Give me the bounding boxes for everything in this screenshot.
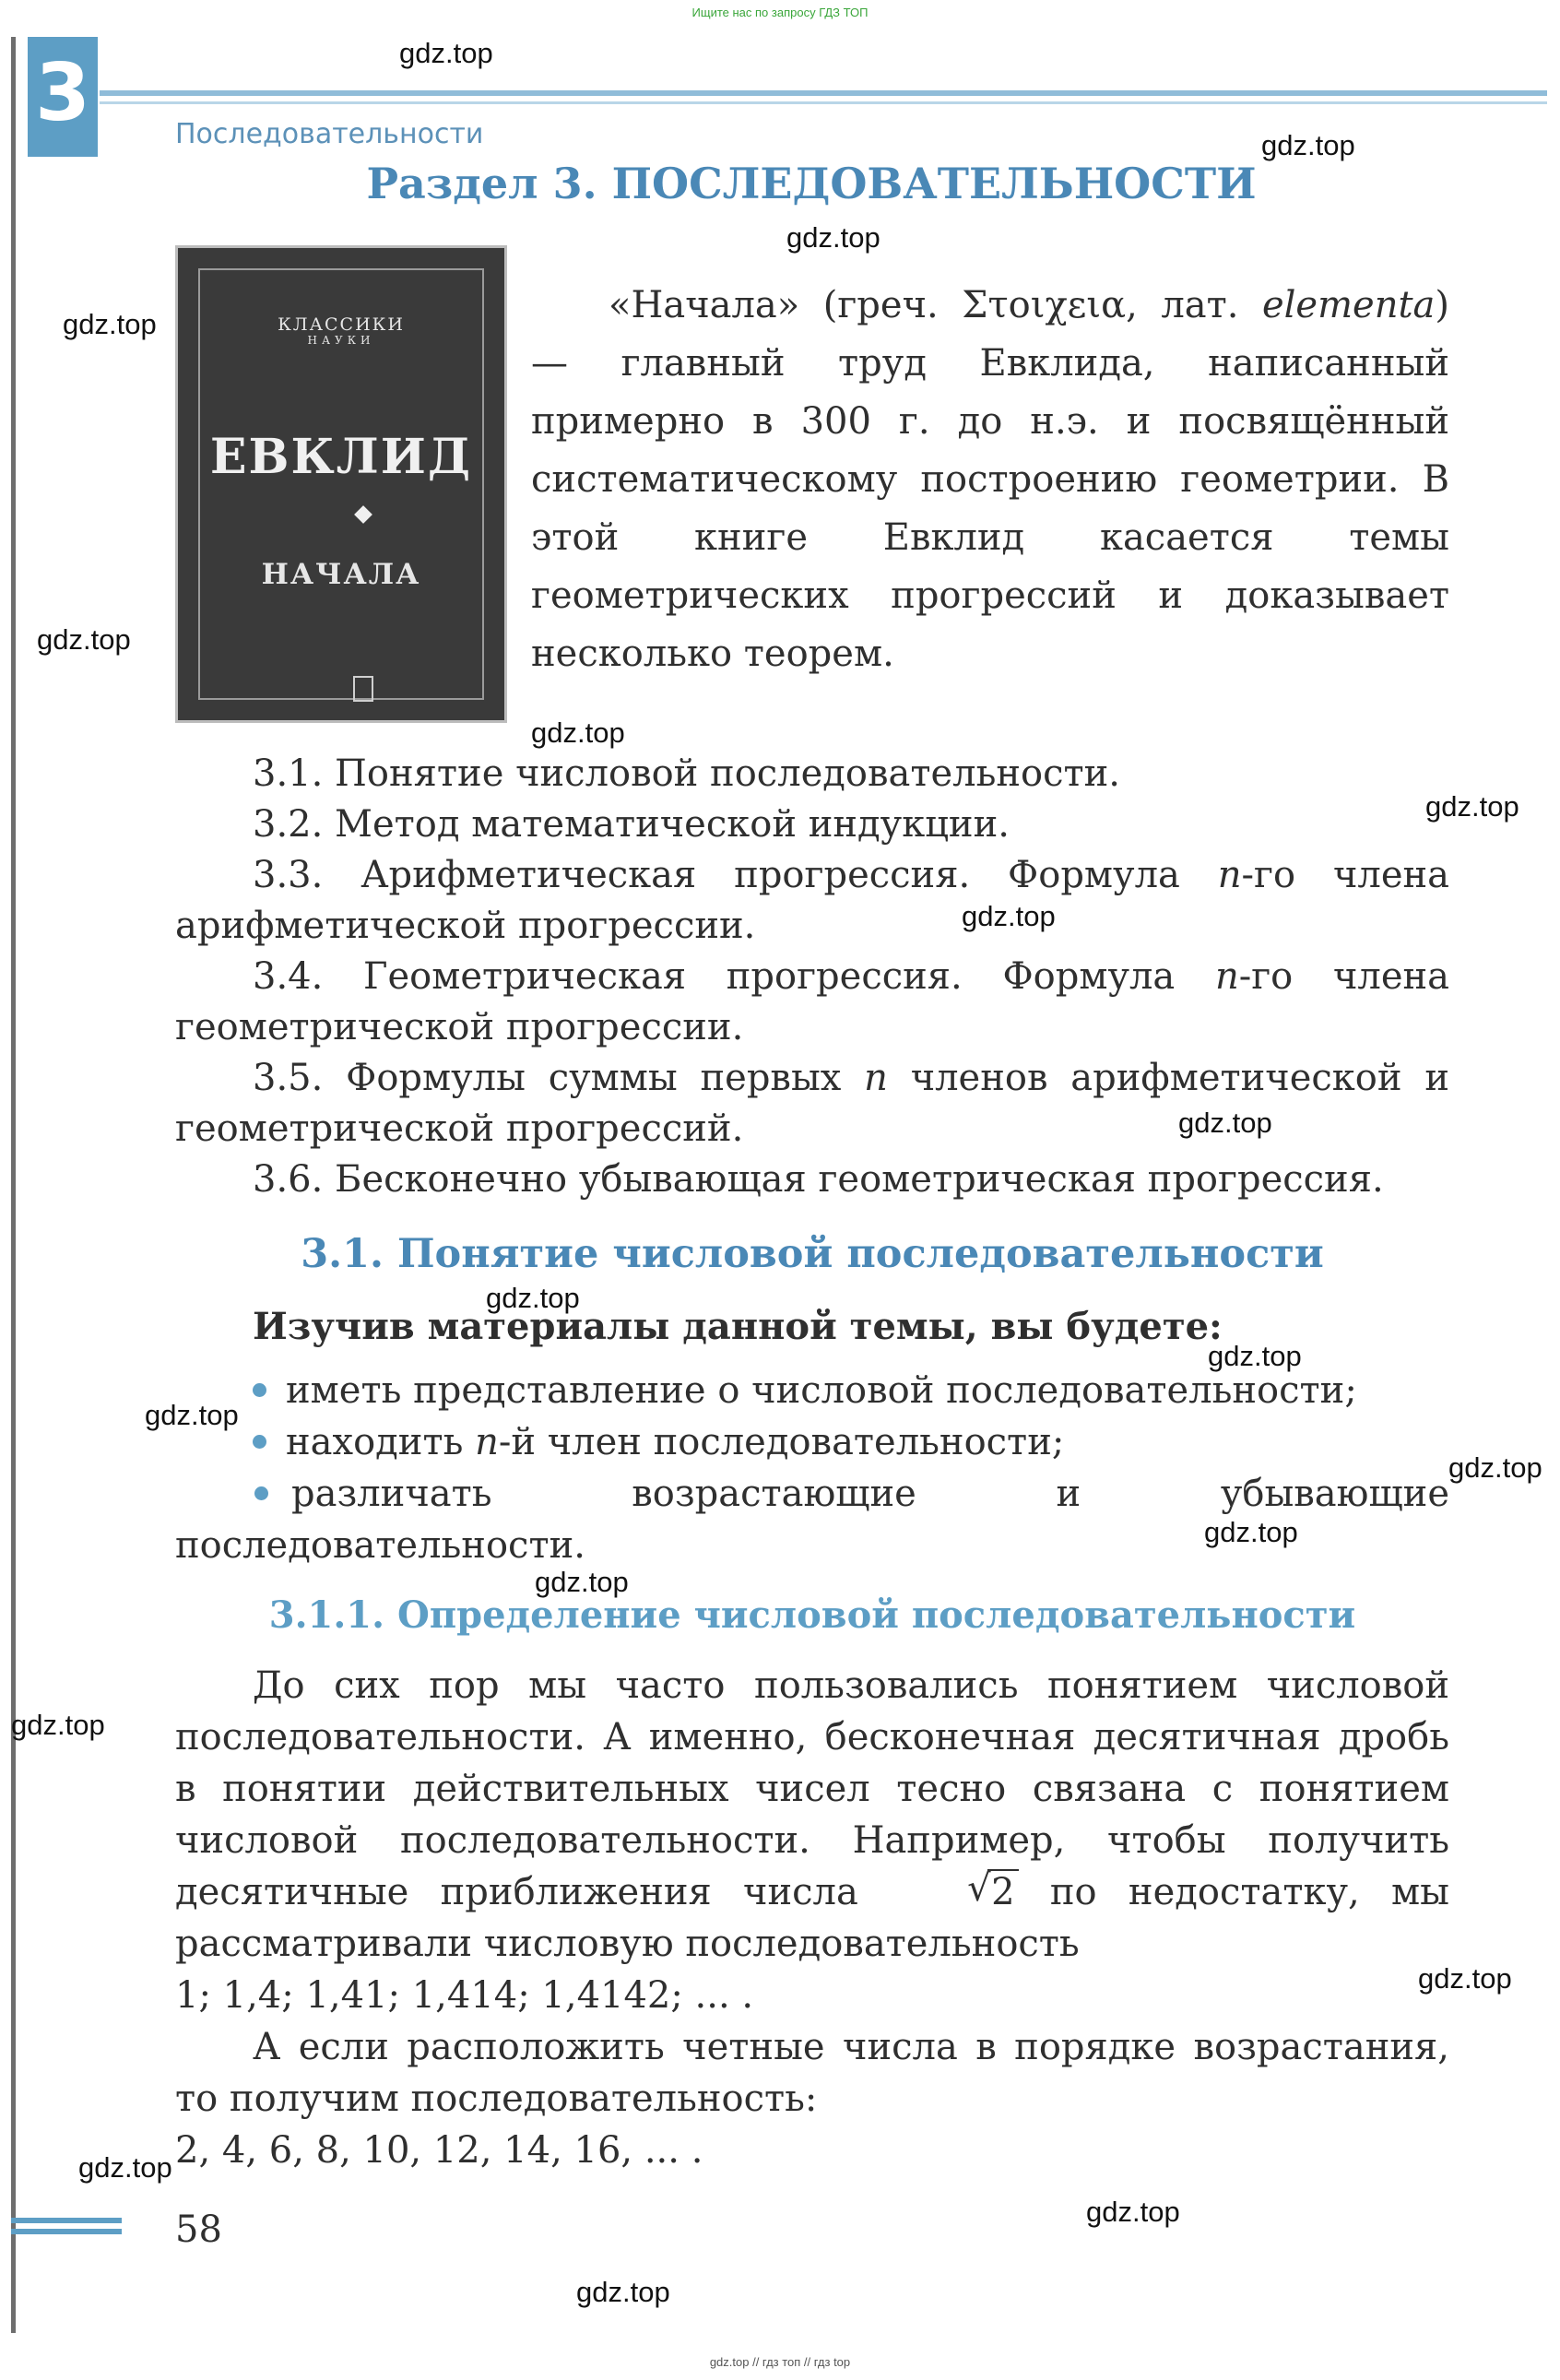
watermark-text: gdz.top	[486, 1282, 580, 1314]
watermark-text: gdz.top	[11, 1709, 105, 1741]
header-stripe-thin	[100, 101, 1547, 104]
watermark-text: gdz.top	[786, 221, 880, 254]
watermark-text: gdz.top	[1086, 2196, 1180, 2228]
watermark-text: gdz.top	[535, 1566, 629, 1598]
book-title: НАЧАЛА	[261, 558, 421, 591]
watermark-text: gdz.top	[399, 37, 493, 69]
watermark-text: gdz.top	[63, 308, 157, 340]
book-author: ЕВКЛИД	[209, 429, 473, 485]
subsection-title: 3.1. Понятие числовой последовательности	[301, 1231, 1324, 1277]
toc-item[interactable]: 3.2. Метод математической индукции.	[253, 803, 1010, 846]
book-cover-frame	[198, 268, 484, 700]
watermark-text: gdz.top	[1418, 1962, 1512, 1995]
body-paragraph-1: До сих пор мы часто пользовались понятием числовой последовательности. А именно, бесконечная десятичная дробь в понятии действительных чисел тесно связана с понятием числовой последовательности. Например, чтобы получить десятичные приближения числа √ 2 по недостатку, мы рассматривали числовую последовательность	[175, 1664, 1449, 1965]
list-item: иметь представление о числовой последовательности;	[175, 1365, 1449, 1416]
page-number-bars	[11, 2218, 122, 2240]
bullet-icon	[254, 1486, 268, 1500]
list-item: находить n-й член последовательности;	[175, 1416, 1449, 1468]
book-series-line1: КЛАССИКИ	[278, 314, 405, 335]
toc-item[interactable]: 3.6. Бесконечно убывающая геометрическая прогрессия.	[253, 1158, 1384, 1201]
header-stripe	[100, 90, 1547, 96]
body-text	[175, 1660, 1449, 2176]
toc-item[interactable]: 3.4. Геометрическая прогрессия. Формула n-го члена геометрической прогрессии.	[175, 955, 1449, 1048]
publisher-emblem-icon	[353, 676, 373, 702]
diamond-ornament-icon	[354, 505, 372, 524]
sqrt-expression: √ 2	[890, 1866, 1018, 1918]
watermark-text: gdz.top	[1448, 1451, 1542, 1484]
toc-item[interactable]: 3.5. Формулы суммы первых n членов арифметической и геометрической прогрессий.	[175, 1057, 1449, 1150]
intro-greek-word: Στοιχεια	[962, 284, 1127, 326]
watermark-text: gdz.top	[78, 2151, 172, 2184]
bottom-note: gdz.top // гдз топ // гдз top	[709, 2355, 851, 2369]
toc-item[interactable]: 3.3. Арифметическая прогрессия. Формула n-го члена арифметической прогрессии.	[175, 854, 1449, 947]
watermark-text: gdz.top	[576, 2276, 670, 2308]
body-paragraph-2: А если расположить четные числа в порядке возрастания, то получим последовательность:	[175, 2026, 1449, 2120]
watermark-text: gdz.top	[1208, 1340, 1302, 1372]
book-cover-image	[175, 245, 507, 723]
subsubsection-title: 3.1.1. Определение числовой последовательности	[268, 1593, 1356, 1637]
book-series	[200, 316, 482, 347]
formula-sequence-2: 2, 4, 6, 8, 10, 12, 14, 16, ... .	[175, 2129, 703, 2172]
section-title: Раздел 3. ПОСЛЕДОВАТЕЛЬНОСТИ	[366, 159, 1257, 208]
intro-latin-word: elementa	[1261, 284, 1436, 326]
chapter-number: 3	[35, 47, 90, 139]
watermark-text: gdz.top	[1261, 129, 1355, 161]
goals-lead: Изучив материалы данной темы, вы будете:	[253, 1305, 1223, 1348]
list-item: различать возрастающие и убывающие последовательности.	[175, 1473, 1449, 1567]
book-series-line2: НАУКИ	[307, 333, 375, 347]
watermark-text: gdz.top	[962, 900, 1056, 932]
top-search-note: Ищите нас по запросу ГДЗ ТОП	[691, 6, 869, 19]
running-head: Последовательности	[175, 118, 484, 150]
toc-item[interactable]: 3.1. Понятие числовой последовательности.	[253, 752, 1120, 795]
formula-sequence-1: 1; 1,4; 1,41; 1,414; 1,4142; ... .	[175, 1974, 754, 2017]
bullet-icon	[253, 1435, 266, 1449]
page-left-rule	[11, 37, 16, 2333]
intro-text-middle: , лат.	[1126, 284, 1262, 326]
intro-text-rest: ) — главный труд Евклида, написанный примерно в 300 г. до н.э. и посвящённый систематическому построению геометрии. В этой книге Евклид касается темы геометрических прогрессий и доказывает несколько теорем.	[531, 284, 1449, 675]
watermark-text: gdz.top	[531, 716, 625, 749]
page-number: 58	[175, 2208, 222, 2251]
bullet-icon	[253, 1383, 266, 1397]
watermark-text: gdz.top	[145, 1399, 239, 1431]
watermark-text: gdz.top	[1425, 790, 1519, 823]
watermark-text: gdz.top	[37, 623, 131, 656]
intro-text-start: «Начала» (греч.	[609, 284, 963, 326]
watermark-text: gdz.top	[1178, 1107, 1272, 1139]
sqrt-icon: √	[967, 1867, 991, 1910]
watermark-text: gdz.top	[1204, 1516, 1298, 1548]
intro-paragraph	[531, 277, 1449, 683]
